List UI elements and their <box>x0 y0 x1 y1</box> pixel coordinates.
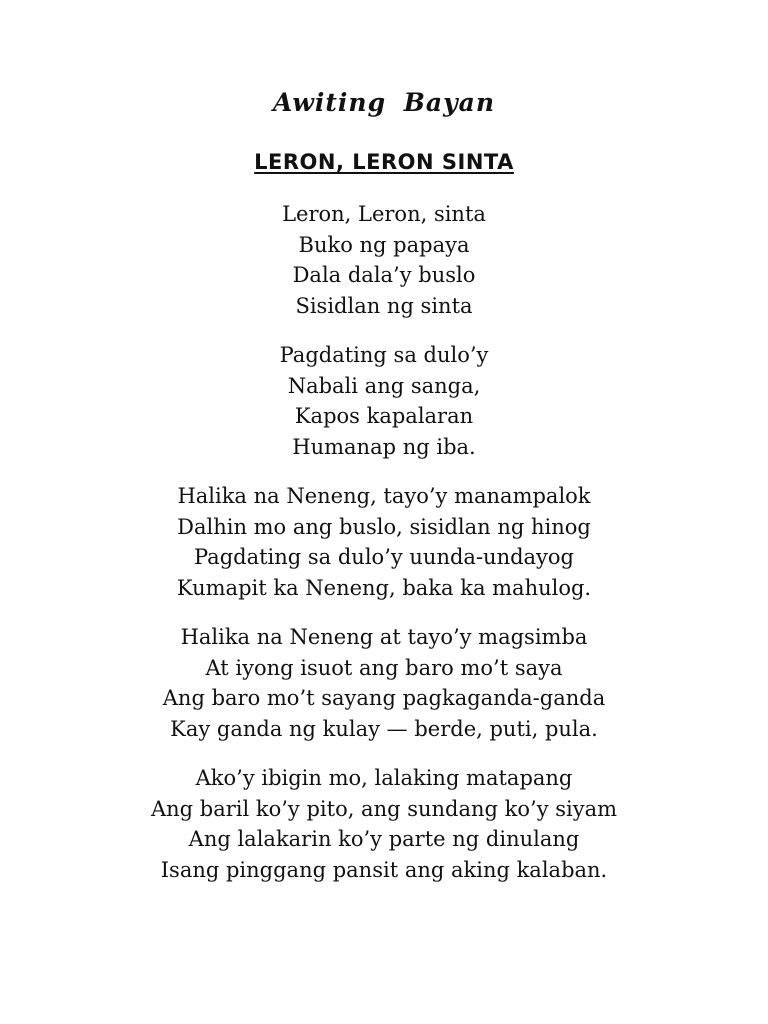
stanza-1 <box>0 199 768 321</box>
lyric-line: Ako’y ibigin mo, lalaking matapang <box>195 766 573 790</box>
lyric-line: Halika na Neneng, tayo’y manampalok <box>177 484 591 508</box>
lyric-line: Humanap ng iba. <box>292 434 476 459</box>
lyric-line: Ang baril ko’y pito, ang sundang ko’y siyam <box>150 796 618 821</box>
lyric-line: Dalhin mo ang buslo, sisidlan ng hinog <box>177 514 591 539</box>
lyric-line: Ang baro mo’t sayang pagkaganda-ganda <box>162 686 606 710</box>
lyric-line: Nabali ang sanga, <box>287 373 481 398</box>
lyric-line: Sisidlan ng sinta <box>295 293 473 318</box>
genre-heading: Awiting Bayan <box>272 88 496 117</box>
lyric-line: Dala dala’y buslo <box>292 263 476 287</box>
stanza-5 <box>0 763 768 885</box>
lyric-line: Halika na Neneng at tayo’y magsimba <box>180 625 588 649</box>
lyric-line: Ang lalakarin ko’y parte ng dinulang <box>188 827 580 851</box>
stanza-4 <box>0 622 768 744</box>
lyric-line: At iyong isuot ang baro mo’t saya <box>205 655 563 680</box>
lyric-line: Kay ganda ng kulay — berde, puti, pula. <box>170 716 598 741</box>
stanza-2 <box>0 340 768 462</box>
lyric-line: Buko ng papaya <box>298 232 470 257</box>
lyric-line: Kumapit ka Neneng, baka ka mahulog. <box>176 575 592 600</box>
lyric-line: Isang pinggang pansit ang aking kalaban. <box>160 857 608 882</box>
lyric-line: Pagdating sa dulo’y uunda-undayog <box>193 545 575 569</box>
lyric-line: Pagdating sa dulo’y <box>279 343 489 367</box>
stanza-3 <box>0 481 768 603</box>
lyric-line: Leron, Leron, sinta <box>282 202 486 226</box>
song-title: LERON, LERON SINTA <box>254 150 514 174</box>
lyric-line: Kapos kapalaran <box>294 404 474 428</box>
